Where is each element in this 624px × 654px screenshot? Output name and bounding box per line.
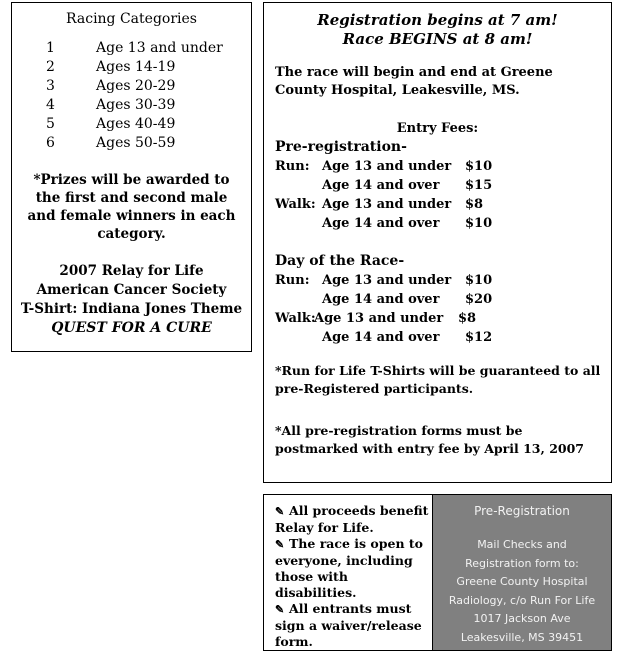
fee-age: Age 13 and under <box>322 273 452 288</box>
mailing-address <box>433 536 611 647</box>
address-line: 1017 Jackson Ave <box>473 612 571 625</box>
category-item <box>12 77 251 96</box>
category-label: Ages 40-49 <box>96 116 176 132</box>
racing-categories-box <box>11 2 252 352</box>
fee-row <box>264 271 611 290</box>
preregistration-box <box>432 494 612 651</box>
address-line: Greene County Hospital <box>456 575 588 588</box>
fee-type: Run: <box>275 159 310 174</box>
relay-org-line: American Cancer Society <box>36 282 227 298</box>
fee-type: Walk: <box>275 197 316 212</box>
fee-row <box>264 176 611 195</box>
fee-row <box>264 290 611 309</box>
list-item <box>264 536 432 601</box>
list-item-text: All proceeds benefit Relay for Life. <box>275 503 429 535</box>
day-of-race-title: Day of the Race- <box>275 253 405 269</box>
address-line: Registration form to: <box>465 556 579 570</box>
category-number: 3 <box>46 78 55 94</box>
postmark-note: *All pre-registration forms must be postmarked with entry fee by April 13, 2007 <box>275 423 584 456</box>
list-item-text: The race is open to everyone, including those with disabilities. <box>275 536 424 600</box>
fee-price: $20 <box>465 292 493 307</box>
fee-row <box>264 195 611 214</box>
fee-row <box>264 328 611 347</box>
category-number: 5 <box>46 116 55 132</box>
fee-row <box>264 214 611 233</box>
list-item-text: All entrants must sign a waiver/release form. <box>275 601 422 649</box>
fee-row <box>264 309 611 328</box>
list-item <box>264 503 432 536</box>
registration-time: Registration begins at 7 am! <box>317 11 558 29</box>
quest-slogan: QUEST FOR A CURE <box>51 320 212 336</box>
category-item <box>12 134 251 153</box>
category-item <box>12 39 251 58</box>
race-info-box <box>263 2 612 483</box>
fee-price: $12 <box>465 330 493 345</box>
category-list <box>12 39 251 153</box>
category-number: 1 <box>46 40 55 56</box>
preregistration-heading: Pre-Registration <box>474 504 570 518</box>
fee-price: $8 <box>458 311 477 326</box>
proceeds-list <box>264 503 432 650</box>
fee-age: Age 14 and over <box>322 330 440 345</box>
fee-price: $10 <box>465 273 493 288</box>
fee-age: Age 14 and over <box>322 178 440 193</box>
category-label: Ages 50-59 <box>96 135 176 151</box>
fee-price: $8 <box>465 197 484 212</box>
preregistration-title: Pre-registration- <box>275 139 407 155</box>
fee-type: Walk: <box>275 311 316 326</box>
prizes-note: *Prizes will be awarded to the first and second male and female winners in each category. <box>27 172 236 242</box>
relay-year-line: 2007 Relay for Life <box>59 263 204 279</box>
category-item <box>12 115 251 134</box>
fee-age: Age 14 and over <box>322 292 440 307</box>
category-label: Ages 14-19 <box>96 59 176 75</box>
relay-tshirt-line: T-Shirt: Indiana Jones Theme <box>20 301 243 317</box>
proceeds-box <box>263 494 433 651</box>
registration-headline <box>264 11 611 49</box>
address-line: Radiology, c/o Run For Life <box>448 593 596 607</box>
racing-categories-title: Racing Categories <box>66 11 197 27</box>
address-line: Leakesville, MS 39451 <box>460 630 584 644</box>
race-location: The race will begin and end at Greene County Hospital, Leakesville, MS. <box>275 65 553 98</box>
fee-price: $15 <box>465 178 493 193</box>
pencil-icon: ✎ <box>275 538 285 551</box>
tshirt-note: *Run for Life T-Shirts will be guaranteed to all pre-Registered participants. <box>275 363 601 396</box>
address-line: Mail Checks and <box>477 538 567 551</box>
category-label: Age 13 and under <box>96 40 223 56</box>
category-number: 2 <box>46 59 55 75</box>
pencil-icon: ✎ <box>275 505 285 518</box>
category-number: 6 <box>46 135 55 151</box>
category-label: Ages 30-39 <box>96 97 176 113</box>
fee-row <box>264 157 611 176</box>
list-item <box>264 601 432 650</box>
category-number: 4 <box>46 97 55 113</box>
race-start-time: Race BEGINS at 8 am! <box>342 30 533 48</box>
entry-fees-title: Entry Fees: <box>396 121 479 136</box>
category-label: Ages 20-29 <box>96 78 176 94</box>
fee-type: Run: <box>275 273 310 288</box>
fee-age: Age 13 and under <box>322 197 452 212</box>
category-item <box>12 96 251 115</box>
relay-info <box>12 262 251 338</box>
pencil-icon: ✎ <box>275 603 285 616</box>
fee-price: $10 <box>465 216 493 231</box>
fee-age: Age 13 and under <box>314 311 444 326</box>
fee-age: Age 13 and under <box>322 159 452 174</box>
fee-price: $10 <box>465 159 493 174</box>
category-item <box>12 58 251 77</box>
fee-age: Age 14 and over <box>322 216 440 231</box>
